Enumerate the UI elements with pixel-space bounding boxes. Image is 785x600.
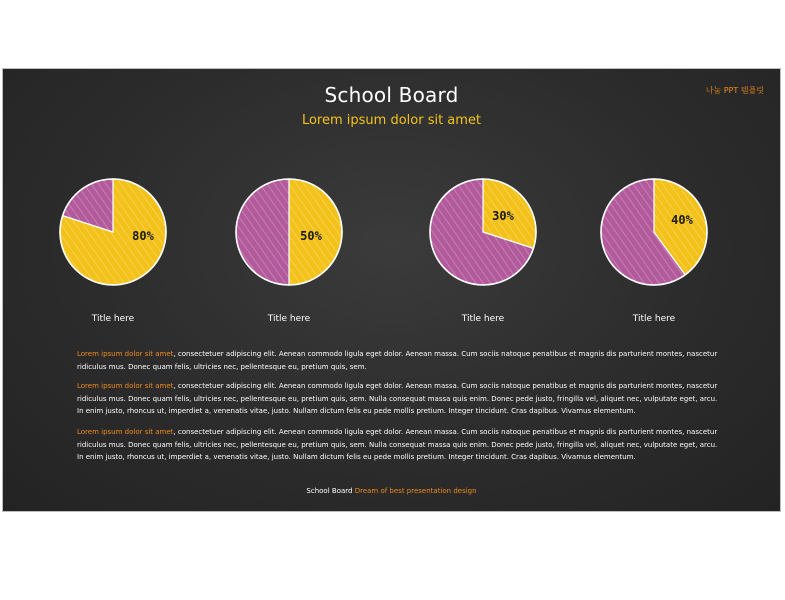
paragraph-1-text: , consectetuer adipiscing elit. Aenean commodo ligula eget dolor. Aenean massa. Cum sociis natoque penatibus et magnis dis parturient montes, nascetur ridiculus mus. Donec quam felis, ultricies nec, pellentesque eu, pretium quis, sem. (77, 350, 718, 371)
pie-caption-4: Title here (632, 314, 676, 324)
paragraph-1 (77, 348, 723, 373)
slide (2, 68, 781, 512)
footer-prefix: School Board (306, 487, 353, 495)
slide-subtitle: Lorem ipsum dolor sit amet (301, 113, 482, 128)
pie-2-label: 50% (300, 229, 322, 243)
paragraph-3-text: , consectetuer adipiscing elit. Aenean commodo ligula eget dolor. Aenean massa. Cum sociis natoque penatibus et magnis dis parturient montes, nascetur ridiculus mus. Donec quam felis, ultricies nec, pellentesque eu, pretium quis, sem. Nulla consequat massa quis enim. Donec pede justo, fringilla vel, aliquet nec, vulputate eget, arcu. In enim justo, rhoncus ut, imperdiet a, venenatis vitae, justo. Nullam dictum felis eu pede mollis pretium. Integer tincidunt. Cras dapibus. Vivamus elementum. (77, 428, 718, 461)
paragraph-2-text: , consectetuer adipiscing elit. Aenean commodo ligula eget dolor. Aenean massa. Cum sociis natoque penatibus et magnis dis parturient montes, nascetur ridiculus mus. Donec quam felis, ultricies nec, pellentesque eu, pretium quis, sem. Nulla consequat massa quis enim. Donec pede justo, fringilla vel, aliquet nec, vulputate eget, arcu. In enim justo, rhoncus ut, imperdiet a, venenatis vitae, justo. Nullam dictum felis eu pede mollis pretium. Integer tincidunt. Cras dapibus. Vivamus elementum. (77, 382, 718, 415)
pie-charts (3, 69, 781, 309)
paragraph-3-highlight: Lorem ipsum dolor sit amet (77, 428, 174, 436)
paragraph-2 (77, 380, 723, 418)
paragraph-2-highlight: Lorem ipsum dolor sit amet (77, 382, 174, 390)
slide-title: School Board (324, 83, 459, 107)
brand-label: 나눔 PPT 템플릿 (705, 86, 764, 95)
paragraph-1-highlight: Lorem ipsum dolor sit amet (77, 350, 174, 358)
pie-3-label: 30% (492, 209, 514, 223)
pie-4-label: 40% (671, 213, 693, 227)
pie-caption-2: Title here (267, 314, 311, 324)
pie-2-slice-2-texture (236, 179, 289, 285)
paragraph-3 (77, 426, 723, 464)
pie-caption-3: Title here (461, 314, 505, 324)
footer (3, 487, 780, 495)
footer-highlight: Dream of best presentation design (354, 487, 477, 495)
pie-caption-1: Title here (91, 314, 135, 324)
pie-1-label: 80% (132, 229, 154, 243)
